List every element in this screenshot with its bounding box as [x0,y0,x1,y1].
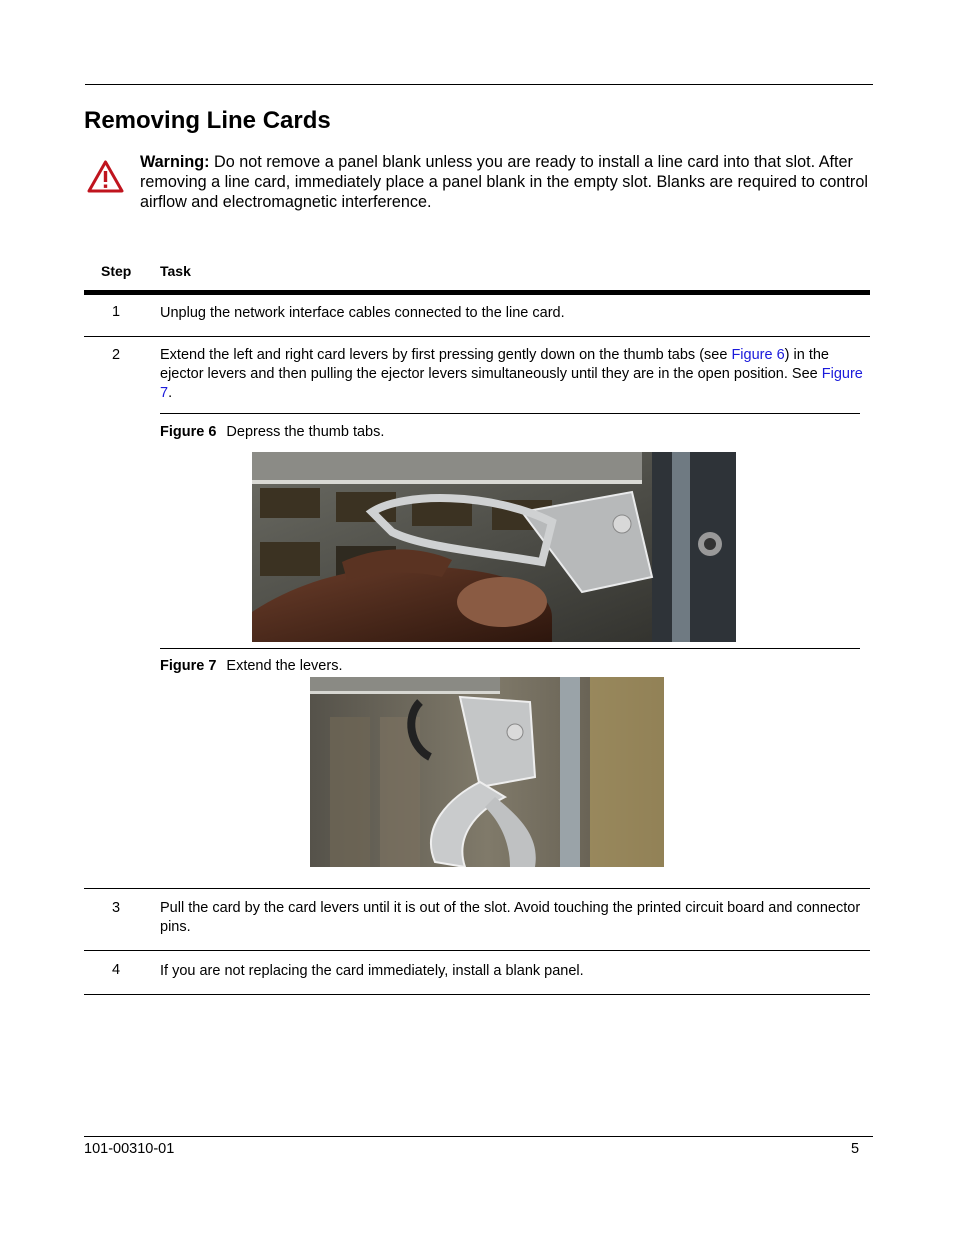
figure-number: Figure 7 [160,658,217,674]
step-task: Pull the card by the card levers until it is out of the slot. Avoid touching the printed circuit board and connector pins. [160,900,861,935]
step-number: 3 [112,900,121,916]
document-number: 101-00310-01 [84,1141,175,1157]
column-header-step: Step [101,263,132,279]
step-task-text: Extend the left and right card levers by first pressing gently down on the thumb tabs (see [160,347,732,363]
table-bottom-rule [84,994,870,995]
warning-body: Do not remove a panel blank unless you are ready to install a line card into that slot. After removing a line card, immediately place a panel blank in the empty slot. Blanks are required to control airflow and electromagnetic interference. [140,153,868,211]
extend-levers-photo [310,677,664,867]
step-task: Unplug the network interface cables connected to the line card. [160,305,565,321]
figure-caption [160,424,384,440]
step-task-text: . [168,385,173,401]
step-number: 2 [112,347,121,363]
row-divider [84,336,870,337]
row-divider [84,888,870,889]
figure-7-link[interactable]: Figure 7 [160,366,863,401]
figure-title: Depress the thumb tabs. [226,424,385,440]
warning-message [140,152,875,212]
step-task: If you are not replacing the card immediately, install a blank panel. [160,963,584,979]
figure-6-link[interactable]: Figure 6 [731,347,785,363]
page-number: 5 [851,1141,860,1157]
warning-label: Warning: [140,153,210,171]
step-number: 4 [112,962,121,978]
warning-triangle-icon [86,159,125,194]
page-title: Removing Line Cards [84,107,331,134]
step-task-text: ) in the ejector levers and then pulling the ejector levers simultaneously until they are in the open position. See [160,347,829,382]
figure-title: Extend the levers. [226,658,343,674]
column-header-task: Task [160,263,191,279]
figure-divider [160,648,860,649]
step-task [160,346,865,403]
thumb-tabs-photo [252,452,736,642]
footer-rule [84,1136,873,1137]
table-header-rule [84,290,870,295]
step-number: 1 [112,304,121,320]
top-rule [85,84,873,85]
row-divider [84,950,870,951]
figure-caption [160,658,342,674]
figure-divider [160,413,860,414]
figure-number: Figure 6 [160,424,217,440]
